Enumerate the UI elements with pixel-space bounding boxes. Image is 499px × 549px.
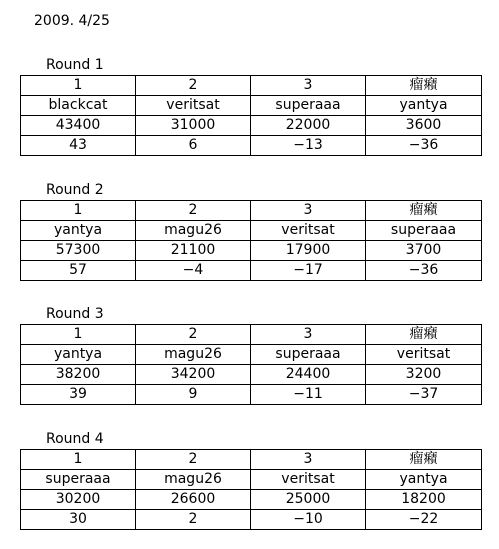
round-4-table xyxy=(20,449,482,530)
table-cell: −37 xyxy=(366,385,482,405)
table-cell: −36 xyxy=(366,136,482,156)
rank-header-row xyxy=(21,76,482,96)
table-cell: 瘤癪 xyxy=(366,76,482,96)
player-name-row xyxy=(21,221,482,241)
table-cell: yantya xyxy=(366,96,482,116)
table-cell: 17900 xyxy=(251,241,366,261)
table-cell: 57300 xyxy=(21,241,136,261)
rank-header-row xyxy=(21,201,482,221)
round-1-table xyxy=(20,75,482,156)
table-cell: magu26 xyxy=(136,345,251,365)
points-row xyxy=(21,490,482,510)
table-cell: blackcat xyxy=(21,96,136,116)
table-cell: 3 xyxy=(251,76,366,96)
table-cell: 2 xyxy=(136,76,251,96)
score-row xyxy=(21,136,482,156)
rank-header-row xyxy=(21,325,482,345)
round-title: Round 3 xyxy=(46,306,104,322)
table-cell: −11 xyxy=(251,385,366,405)
table-cell: 22000 xyxy=(251,116,366,136)
score-row xyxy=(21,510,482,530)
table-cell: 9 xyxy=(136,385,251,405)
table-cell: superaaa xyxy=(251,345,366,365)
player-name-row xyxy=(21,470,482,490)
round-title: Round 1 xyxy=(46,57,104,73)
table-cell: 1 xyxy=(21,76,136,96)
table-cell: superaaa xyxy=(21,470,136,490)
round-2-table xyxy=(20,200,482,281)
table-cell: yantya xyxy=(366,470,482,490)
table-cell: 39 xyxy=(21,385,136,405)
score-row xyxy=(21,261,482,281)
table-cell: 31000 xyxy=(136,116,251,136)
table-cell: −36 xyxy=(366,261,482,281)
points-row xyxy=(21,365,482,385)
table-cell: 34200 xyxy=(136,365,251,385)
table-cell: superaaa xyxy=(366,221,482,241)
table-cell: superaaa xyxy=(251,96,366,116)
round-title: Round 2 xyxy=(46,182,104,198)
table-cell: −17 xyxy=(251,261,366,281)
table-cell: 2 xyxy=(136,450,251,470)
table-cell: 3200 xyxy=(366,365,482,385)
table-cell: 30 xyxy=(21,510,136,530)
round-title: Round 4 xyxy=(46,431,104,447)
table-cell: yantya xyxy=(21,221,136,241)
table-cell: magu26 xyxy=(136,221,251,241)
table-cell: −22 xyxy=(366,510,482,530)
table-cell: 2 xyxy=(136,201,251,221)
table-cell: 瘤癪 xyxy=(366,201,482,221)
table-cell: −10 xyxy=(251,510,366,530)
table-cell: 瘤癪 xyxy=(366,325,482,345)
table-cell: 瘤癪 xyxy=(366,450,482,470)
table-cell: 1 xyxy=(21,201,136,221)
table-cell: 3 xyxy=(251,201,366,221)
round-3-table xyxy=(20,324,482,405)
score-row xyxy=(21,385,482,405)
table-cell: 3 xyxy=(251,325,366,345)
table-cell: veritsat xyxy=(136,96,251,116)
points-row xyxy=(21,241,482,261)
table-cell: 6 xyxy=(136,136,251,156)
table-cell: 1 xyxy=(21,325,136,345)
table-cell: veritsat xyxy=(251,221,366,241)
table-cell: 38200 xyxy=(21,365,136,385)
table-cell: −4 xyxy=(136,261,251,281)
table-cell: 3 xyxy=(251,450,366,470)
rank-header-row xyxy=(21,450,482,470)
table-cell: 26600 xyxy=(136,490,251,510)
table-cell: veritsat xyxy=(251,470,366,490)
table-cell: 2 xyxy=(136,325,251,345)
table-cell: yantya xyxy=(21,345,136,365)
table-cell: 3600 xyxy=(366,116,482,136)
table-cell: 3700 xyxy=(366,241,482,261)
table-cell: 21100 xyxy=(136,241,251,261)
points-row xyxy=(21,116,482,136)
table-cell: magu26 xyxy=(136,470,251,490)
table-cell: 2 xyxy=(136,510,251,530)
table-cell: 43400 xyxy=(21,116,136,136)
player-name-row xyxy=(21,345,482,365)
table-cell: 1 xyxy=(21,450,136,470)
table-cell: 43 xyxy=(21,136,136,156)
page-date: 2009. 4/25 xyxy=(34,13,110,29)
table-cell: 30200 xyxy=(21,490,136,510)
table-cell: −13 xyxy=(251,136,366,156)
table-cell: 18200 xyxy=(366,490,482,510)
table-cell: veritsat xyxy=(366,345,482,365)
player-name-row xyxy=(21,96,482,116)
table-cell: 57 xyxy=(21,261,136,281)
table-cell: 24400 xyxy=(251,365,366,385)
table-cell: 25000 xyxy=(251,490,366,510)
